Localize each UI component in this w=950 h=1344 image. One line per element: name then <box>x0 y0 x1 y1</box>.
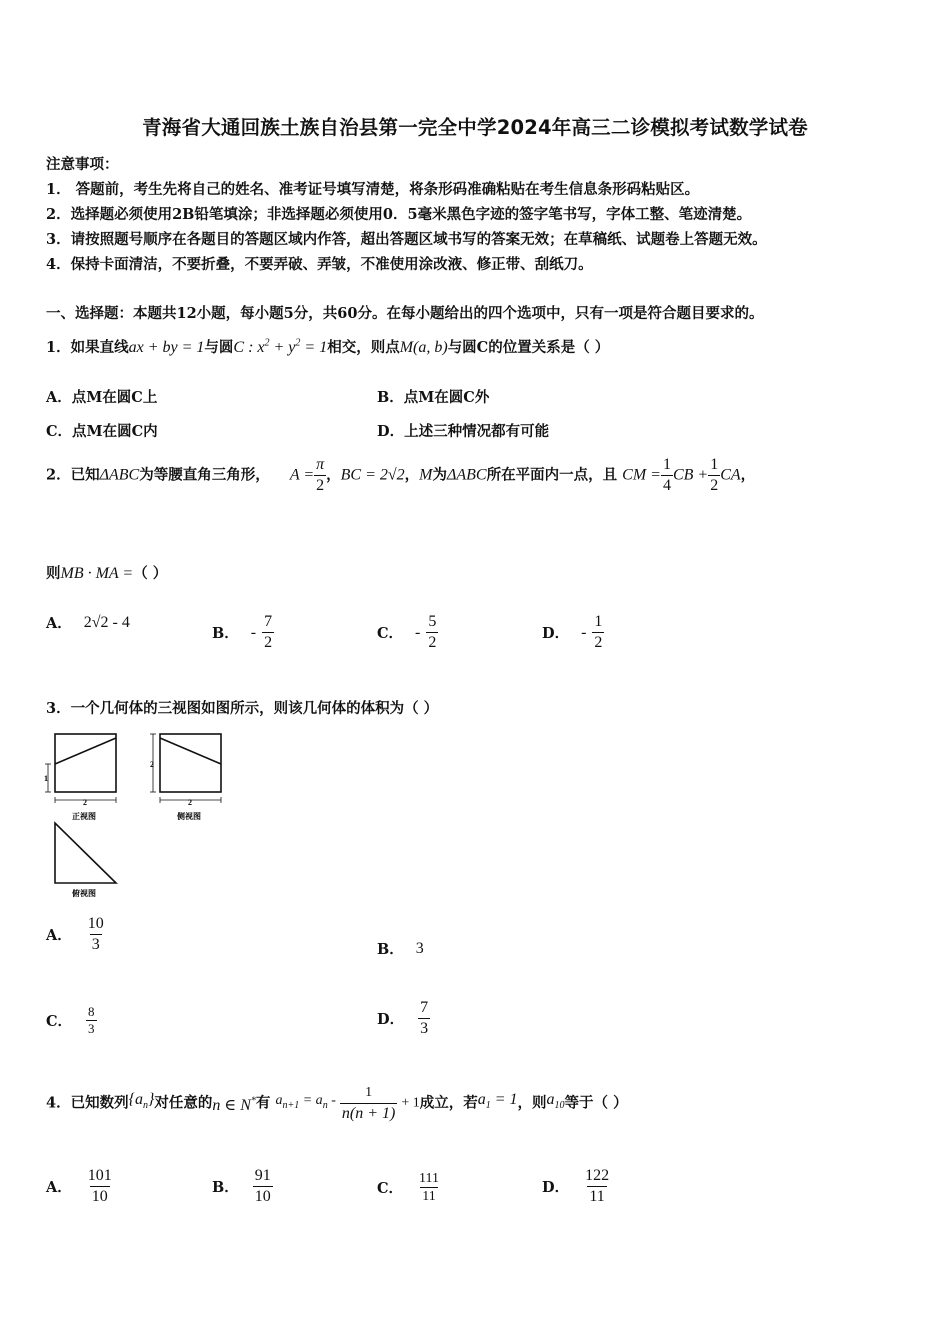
q2-option-b[interactable]: B． - $\frac{7}{2}$ <box>212 613 273 651</box>
notice-item: 1． 答题前，考生先将自己的姓名、准考证号填写清楚，将条形码准确粘贴在考生信息条形码粘贴区。 <box>46 181 700 198</box>
q2-option-d[interactable]: D． - $\frac{1}{2}$ <box>542 613 603 651</box>
q2-option-c[interactable]: C． - $\frac{5}{2}$ <box>377 613 437 651</box>
q4-option-b[interactable]: B． $\frac{91}{10}$ <box>212 1167 271 1205</box>
q4-option-c[interactable]: C． $\frac{111}{11}$ <box>377 1171 440 1204</box>
question-2: 2．已知ΔABC为等腰直角三角形， A = $\frac{\pi}{2}$ ，BC = 2√2，M为ΔABC所在平面内一点，且 CM = $\frac{1}{4}$ CB + $\frac{1}{2}$ CA， <box>46 456 756 494</box>
q3-option-b[interactable]: B． 3 <box>377 939 424 958</box>
q3-option-a[interactable]: A． $\frac{10}{3}$ <box>46 915 104 953</box>
front-width-label: 2 <box>83 798 87 807</box>
q4-option-a[interactable]: A． $\frac{101}{10}$ <box>46 1167 112 1205</box>
notice-item: 3．请按照题号顺序在各题目的答题区域内作答，超出答题区域书写的答案无效；在草稿纸、试题卷上答题无效。 <box>46 231 767 248</box>
q1-option-c[interactable]: C．点M在圆C内 <box>46 423 158 440</box>
side-view <box>160 734 221 792</box>
q1-option-d[interactable]: D．上述三种情况都有可能 <box>377 423 550 440</box>
q3-option-d[interactable]: D． $\frac{7}{3}$ <box>377 999 429 1037</box>
notice-heading: 注意事项： <box>46 156 119 173</box>
front-view-label: 正视图 <box>72 812 96 821</box>
side-view-label: 侧视图 <box>177 812 201 821</box>
top-view <box>55 823 116 883</box>
side-height-label: 2 <box>150 760 154 769</box>
side-width-label: 2 <box>188 798 192 807</box>
q1-option-a[interactable]: A．点M在圆C上 <box>46 389 158 406</box>
section-header: 一、选择题：本题共12小题，每小题5分，共60分。在每小题给出的四个选项中，只有一项是符合题目要求的。 <box>46 305 764 322</box>
front-view <box>55 734 116 792</box>
q2-option-a[interactable]: A． 2√2 - 4 <box>46 613 130 632</box>
notice-item: 4．保持卡面清洁，不要折叠，不要弄破、弄皱，不准使用涂改液、修正带、刮纸刀。 <box>46 256 593 273</box>
q3-option-c[interactable]: C． $\frac{8}{3}$ <box>46 1004 95 1036</box>
question-1: 1．如果直线ax + by = 1与圆C : $x^2 + y^2 = 1$相交，则点M(a, b)与圆C的位置关系是（ ） <box>46 337 610 356</box>
page-title: 青海省大通回族土族自治县第一完全中学2024年高三二诊模拟考试数学试卷 <box>142 116 808 139</box>
front-height-label: 1 <box>44 774 48 783</box>
line-equation: ax + by = 1 <box>128 339 205 356</box>
q1-option-b[interactable]: B．点M在圆C外 <box>377 389 490 406</box>
circle-equation: C : $x^2 + y^2 = 1$ <box>233 337 328 356</box>
question-4: 4．已知数列$\{a_n\}$对任意的n ∈ N*有 $a_{n+1} = a_n$ - $\frac{1}{n(n + 1)}$ + 1成立，若$a_1 = 1$，则$a_{10}$等于（ ） <box>46 1085 628 1122</box>
notice-item: 2．选择题必须使用2B铅笔填涂；非选择题必须使用0．5毫米黑色字迹的签字笔书写，字体工整、笔迹清楚。 <box>46 206 752 223</box>
point-m: M(a, b) <box>399 339 448 356</box>
question-3: 3．一个几何体的三视图如图所示，则该几何体的体积为（ ） <box>46 700 439 717</box>
top-view-label: 俯视图 <box>72 889 96 898</box>
question-2-line2: 则MB · MA =（ ） <box>46 565 168 582</box>
angle-fraction: $\frac{\pi}{2}$ <box>316 456 325 494</box>
q4-option-d[interactable]: D． $\frac{122}{11}$ <box>542 1167 610 1205</box>
three-view-figure <box>40 726 240 906</box>
